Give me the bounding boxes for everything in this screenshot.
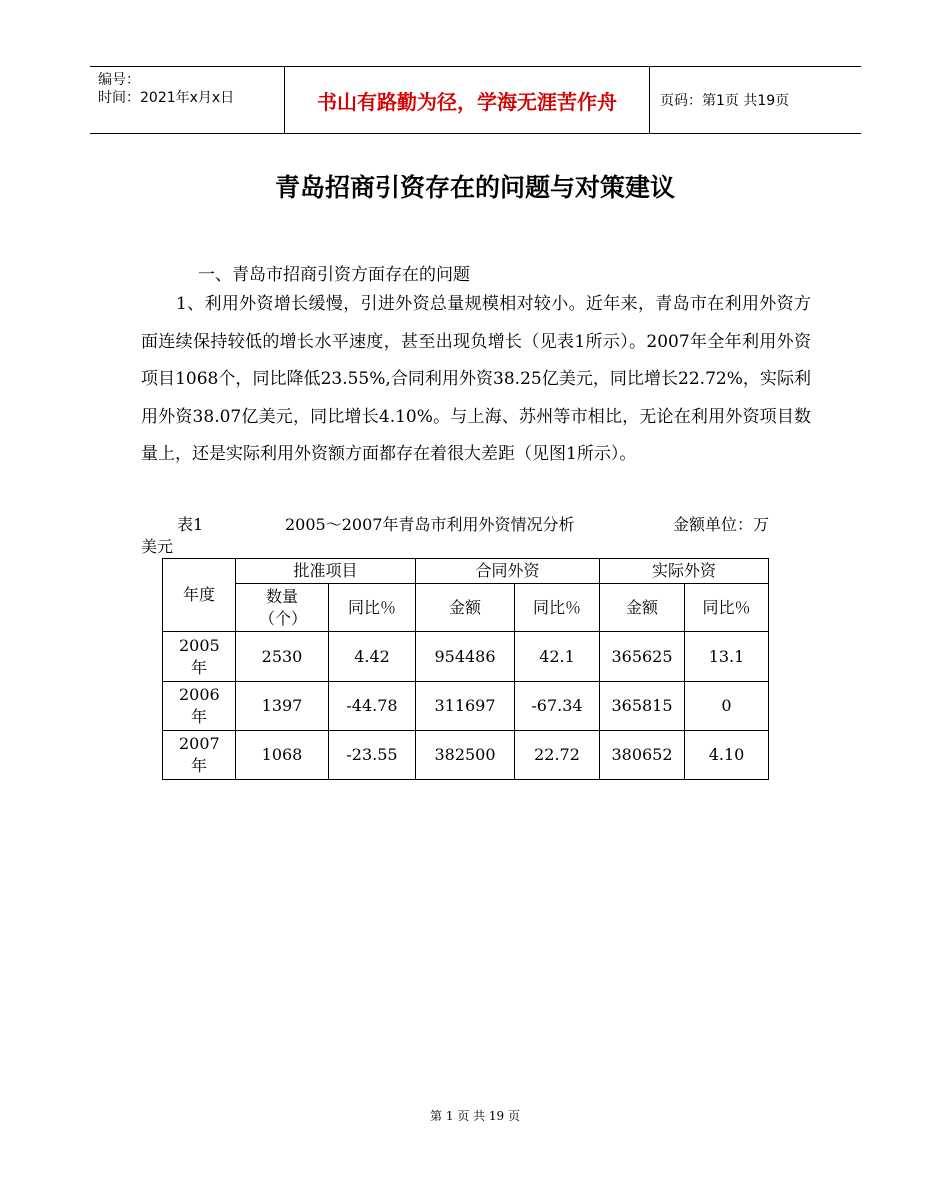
header-meta — [90, 67, 285, 133]
cell-year: 2006年 — [163, 682, 236, 731]
header-group-contract: 合同外资 — [416, 559, 600, 584]
cell-year: 2007年 — [163, 731, 236, 780]
cell-contract-yoy: 22.72 — [515, 731, 600, 780]
header-group-approved: 批准项目 — [236, 559, 416, 584]
table-row — [163, 731, 769, 780]
cell-count: 2530 — [236, 632, 329, 682]
page-footer: 第 1 页 共 19 页 — [430, 1109, 520, 1123]
header-actual-amount: 金额 — [600, 584, 685, 632]
cell-contract-amount: 954486 — [416, 632, 515, 682]
cell-actual-yoy: 13.1 — [685, 632, 769, 682]
cell-count: 1397 — [236, 682, 329, 731]
cell-actual-amount: 380652 — [600, 731, 685, 780]
table-caption-unit: 金额单位：万 — [673, 515, 770, 534]
header-contract-amount: 金额 — [416, 584, 515, 632]
cell-contract-yoy: -67.34 — [515, 682, 600, 731]
header-count: 数量（个） — [236, 584, 329, 632]
cell-contract-yoy: 42.1 — [515, 632, 600, 682]
doc-time-label: 时间：2021年x月x日 — [98, 90, 235, 106]
cell-count: 1068 — [236, 731, 329, 780]
header-year: 年度 — [163, 559, 236, 632]
header-contract-yoy: 同比％ — [515, 584, 600, 632]
cell-actual-yoy: 4.10 — [685, 731, 769, 780]
header-group-actual: 实际外资 — [600, 559, 769, 584]
cell-actual-amount: 365625 — [600, 632, 685, 682]
header-page-info: 页码：第1页 共19页 — [660, 93, 790, 109]
page-header — [90, 66, 861, 134]
cell-actual-yoy: 0 — [685, 682, 769, 731]
table-caption-title: 2005～2007年青岛市利用外资情况分析 — [285, 515, 575, 534]
cell-year: 2005年 — [163, 632, 236, 682]
foreign-investment-table — [162, 558, 769, 780]
cell-count-yoy: -44.78 — [329, 682, 416, 731]
cell-contract-amount: 311697 — [416, 682, 515, 731]
cell-count-yoy: 4.42 — [329, 632, 416, 682]
header-motto: 书山有路勤为径，学海无涯苦作舟 — [285, 67, 650, 133]
header-count-yoy: 同比％ — [329, 584, 416, 632]
table-caption-unit-cont: 美元 — [141, 537, 174, 556]
table-row — [163, 632, 769, 682]
body-paragraph: 1、利用外资增长缓慢，引进外资总量规模相对较小。近年来，青岛市在利用外资方面连续保持较低的增长水平速度，甚至出现负增长（见表1所示）。2007年全年利用外资项目1068个，同比降低23.55%,合同利用外资38.25亿美元，同比增长22.72%，实际利用外资38.07亿美元，同比增长4.10%。与上海、苏州等市相比，无论在利用外资项目数量上，还是实际利用外资额方面都存在着很大差距（见图1所示）。 — [141, 294, 811, 464]
table-caption-number: 表1 — [177, 515, 204, 534]
document-title: 青岛招商引资存在的问题与对策建议 — [274, 173, 675, 202]
doc-number-label: 编号： — [98, 72, 140, 88]
table-row — [163, 682, 769, 731]
header-actual-yoy: 同比％ — [685, 584, 769, 632]
cell-count-yoy: -23.55 — [329, 731, 416, 780]
cell-actual-amount: 365815 — [600, 682, 685, 731]
cell-contract-amount: 382500 — [416, 731, 515, 780]
section-heading: 一、青岛市招商引资方面存在的问题 — [198, 265, 470, 285]
